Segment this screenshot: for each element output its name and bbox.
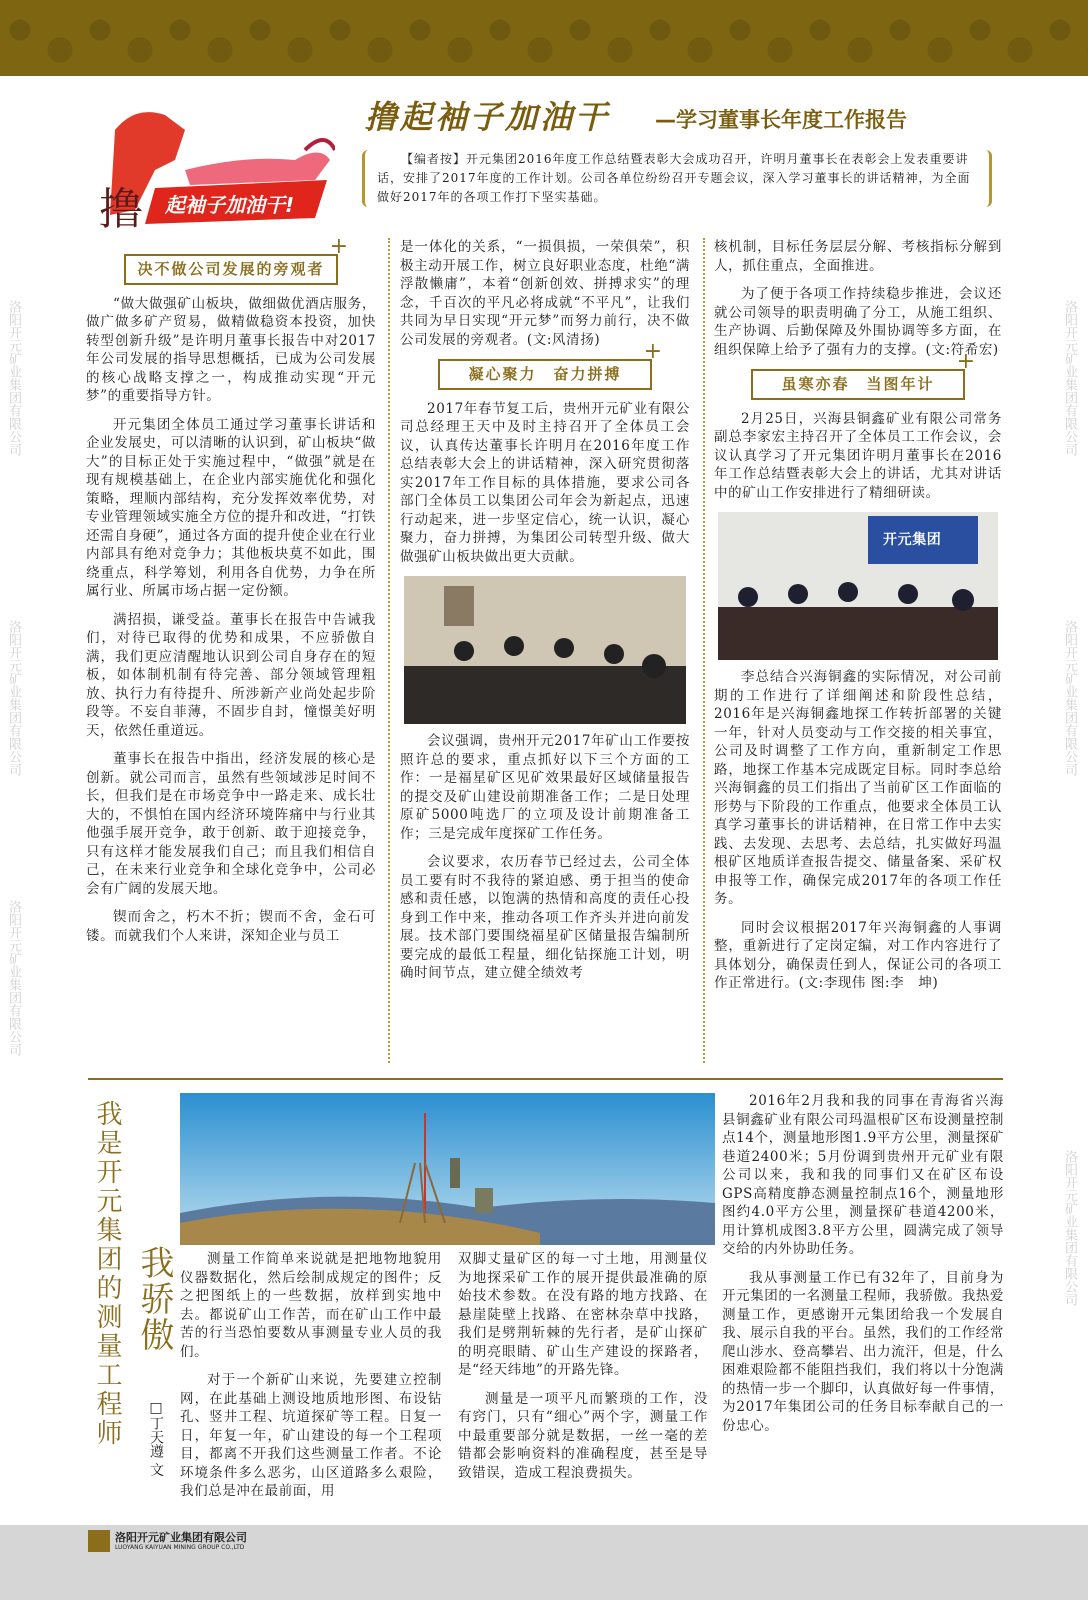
paragraph: 是一体化的关系，“一损俱损，一荣俱荣”，积极主动开展工作，树立良好职业态度，杜绝“满浮散懒庸”，本着“创新创效、拼搏求实”的理念，千百次的平凡必将成就“不平凡”，让我们共同为早日实现“开元梦”而努力前行，决不做公司发展的旁观者。(文:风清扬) [400, 239, 690, 348]
column-divider [388, 238, 390, 1063]
paragraph: 测量是一项平凡而繁琐的工作，没有窍门，只有“细心”两个字，测量工作中最重要部分就是数据，一丝一毫的差错都会影响资料的准确程度，甚至是导致错误，造成工程浪费损失。 [458, 1390, 708, 1481]
company-logo-icon [88, 1530, 110, 1552]
paragraph: 李总结合兴海铜鑫的实际情况，对公司前期的工作进行了详细阐述和阶段性总结，2016年是兴海铜鑫地探工作转折部署的关键一年，针对人员变动与工作交接的相关事宜，公司及时调整了工作方向，重新制定工作思路，地探工作基本完成既定目标。同时李总给兴海铜鑫的员工们指出了当前矿区工作面临的形势与下阶段的工作重点，他要求全体员工认真学习董事长的讲话精神，在日常工作中去实践、去发现、去思考、去总结，扎实做好玛温根矿区地质详查报告提交、储量备案、采矿权申报等工作，确保完成2017年的各项工作任务。 [714, 669, 1002, 907]
editor-note: 【编者按】开元集团2016年度工作总结暨表彰大会成功召开，许明月董事长在表彰会上发表重要讲话，安排了2017年度的工作计划。公司各单位纷纷召开专题会议，深入学习董事长的讲话精神，为全面做好2017年的各项工作打下坚实基础。 [362, 150, 992, 207]
feature-title: 我是开元集团的测量工程师 [92, 1100, 122, 1448]
section-heading: 凝心聚力 奋力拼搏 + [438, 359, 652, 390]
svg-text:撸: 撸 [99, 184, 143, 230]
paragraph: 对于一个新矿山来说，先要建立控制网，在此基础上测设地质地形图、布设钻孔、竖井工程、坑道探矿等工程。日复一日，年复一年，矿山建设的每一个工程项目，都离不开我们这些测量工作者。不论环境条件多么恶劣，山区道路多么艰险，我们总是冲在最前面，用 [180, 1372, 442, 1499]
footer-company-name: 洛阳开元矿业集团有限公司 [115, 1531, 247, 1544]
paragraph: 为了便于各项工作持续稳步推进，会议还就公司领导的职责明确了分工，从施工组织、生产协调、后勤保障及外围协调等多方面，在组织保障上给予了强有力的支撑。(文:符希宏) [714, 286, 1002, 358]
paragraph: 董事长在报告中指出，经济发展的核心是创新。就公司而言，虽然有些领域涉足时间不长，但我们是在市场竞争中一路走来、成长壮大的，不惧怕在国内经济环境阵痛中与行业其他强手展开竞争，敢于创新、敢于迎接竞争，只有这样才能发展我们自己；而且我们相信自己，在未来行业竞争和全球化竞争中，公司必会有广阔的发展天地。 [86, 751, 376, 897]
column-divider [703, 238, 705, 1063]
paragraph: 双脚丈量矿区的每一寸土地，用测量仪为地探采矿工作的展开提供最准确的原始技术参数。在没有路的地方找路、在悬崖陡壁上找路、在密林杂草中找路，我们是劈荆斩棘的先行者，是矿山探矿的明亮眼睛、矿山生产建设的探路者，是“经天纬地”的开路先锋。 [458, 1251, 708, 1378]
meeting-photo [718, 512, 998, 660]
paragraph: 满招损，谦受益。董事长在报告中告诫我们，对待已取得的优势和成果，不应骄傲自满，我们更应清醒地认识到公司自身存在的短板，如体制机制有待完善、部分领域管理粗放、执行力有待提升、所涉新产业尚处起步阶段等。不妄自菲薄，不固步自封，憧憬美好明天，依然任重道远。 [86, 611, 376, 739]
column-3 [714, 238, 1002, 1003]
watermark: 洛阳开元矿业集团有限公司 [6, 620, 21, 776]
watermark: 洛阳开元矿业集团有限公司 [6, 300, 21, 456]
paragraph: 锲而舍之，朽木不折；锲而不舍，金石可镂。而就我们个人来讲，深知企业与员工 [86, 909, 376, 944]
photo-sign-text: 开元集团 [883, 532, 942, 548]
paragraph: 同时会议根据2017年兴海铜鑫的人事调整，重新进行了定岗定编，对工作内容进行了具体划分，确保责任到人，保证公司的各项工作正常进行。(文:李现伟 图:李 坤) [714, 919, 1002, 991]
banner-art-logo [95, 100, 335, 230]
svg-text:起袖子加油干!: 起袖子加油干! [165, 193, 295, 217]
page-subtitle: —学习董事长年度工作报告 [655, 108, 907, 132]
paragraph: 开元集团全体员工通过学习董事长讲话和企业发展史，可以清晰的认识到，矿山板块“做大”的目标正处于实施过程中，“做强”就是在现有规模基础上，在企业内部实施优化和强化策略，理顺内部结构，充分发挥效率优势，对专业管理领域实施全方位的提升和改进，“打铁还需自身硬”，通过各方面的提升使企业在行业内部具有绝对竞争力；其他板块莫不如此，围绕重点，科学筹划，利用各自优势，力争在所属行业、所属市场占据一定份额。 [86, 416, 376, 599]
surveying-photo [180, 1093, 715, 1245]
paragraph: 2016年2月我和我的同事在青海省兴海县铜鑫矿业有限公司玛温根矿区布设测量控制点14个，测量地形图1.9平方公里，测量探矿巷道2400米；5月份调到贵州开元矿业有限公司以来，我和我的同事们又在矿区布设GPS高精度静态测量控制点16个，测量地形图约4.0平方公里，测量探矿巷道4200米，用计算机成图3.8平方公里，圆满完成了领导交给的内外协助任务。 [722, 1093, 1004, 1257]
paragraph: 2017年春节复工后，贵州开元矿业有限公司总经理王天中及时主持召开了全体员工会议，认真传达董事长许明月在2016年度工作总结表彰大会上的讲话精神，深入研究贯彻落实2017年工作目标的具体措施，要求公司各部门全体员工以集团公司年会为新起点，迅速行动起来，进一步坚定信心，统一认识，凝心聚力，奋力拼搏，为集团公司转型升级、做大做强矿山板块做出更大贡献。 [400, 400, 690, 565]
watermark: 洛阳开元矿业集团有限公司 [6, 900, 21, 1056]
section-rule [88, 1078, 1003, 1080]
section-heading: 决不做公司发展的旁观者 + [124, 254, 338, 285]
paragraph: 测量工作简单来说就是把地物地貌用仪器数据化，然后绘制成规定的图件；反之把图纸上的一些数据，放样到实地中去。都说矿山工作苦，而在矿山工作中最苦的行当恐怕要数从事测量专业人员的我们。 [180, 1251, 442, 1360]
column-1 [86, 248, 376, 955]
section-heading: 虽寒亦春 当图年计 + [751, 369, 965, 400]
header-pattern-band [0, 0, 1088, 76]
paragraph: 核机制，目标任务层层分解、考核指标分解到人，抓住重点，全面推进。 [714, 239, 1002, 274]
watermark: 洛阳开元矿业集团有限公司 [1062, 300, 1077, 456]
feature-column-1 [180, 1250, 442, 1511]
footer-company-name-en: LUOYANG KAIYUAN MINING GROUP CO.,LTD [115, 1544, 245, 1551]
feature-column-3 [722, 1092, 1004, 1445]
column-2 [400, 238, 690, 993]
watermark: 洛阳开元矿业集团有限公司 [1062, 1150, 1077, 1306]
watermark: 洛阳开元矿业集团有限公司 [1062, 620, 1077, 776]
meeting-photo [404, 576, 686, 724]
feature-column-2 [458, 1250, 708, 1492]
paragraph: “做大做强矿山板块，做细做优酒店服务，做广做多矿产贸易，做精做稳资本投资，加快转型创新升级”是许明月董事长报告中对2017年公司发展的指导思想概括，已成为公司发展的核心战略支撑之一，构成推动实现“开元梦”的重要指导方针。 [86, 295, 376, 404]
paragraph: 会议强调，贵州开元2017年矿山工作要按照许总的要求，重点抓好以下三个方面的工作：一是福星矿区见矿效果最好区域储量报告的提交及矿山建设前期准备工作；二是日处理原矿5000吨选厂的立项及设计前期准备工作；三是完成年度探矿工作任务。 [400, 733, 690, 842]
paragraph: 我从事测量工作已有32年了，目前身为开元集团的一名测量工程师，我骄傲。我热爱测量工作，更感谢开元集团给我一个发展自我、展示自我的平台。虽然，我们的工作经常爬山涉水、登高攀岩、出力流汗，但是，什么困难艰险都不能阻挡我们，我们将以十分饱满的热情一步一个脚印，认真做好每一件事情，为2017年集团公司的任务目标奉献自己的一份忠心。 [722, 1269, 1004, 1434]
page-title: 撸起袖子加油干 [365, 98, 611, 136]
feature-title-2: 我骄傲 [134, 1245, 174, 1353]
paragraph: 会议要求，农历春节已经过去，公司全体员工要有时不我待的紧迫感、勇于担当的使命感和责任感，以饱满的热情和高度的责任心投身到工作中来，推动各项工作齐头并进向前发展。技术部门要围绕福星矿区储量报告编制所要完成的最低工程量，细化钻探施工计划，明确时间节点，建立健全绩效考 [400, 854, 690, 981]
paragraph: 2月25日，兴海县铜鑫矿业有限公司常务副总李家宏主持召开了全体员工工作会议，会议认真学习了开元集团许明月董事长在2016年工作总结暨表彰大会上的讲话，尤其对讲话中的矿山工作安排进行了精细研读。 [714, 410, 1002, 501]
feature-byline: □丁天遵 文 [148, 1400, 164, 1477]
